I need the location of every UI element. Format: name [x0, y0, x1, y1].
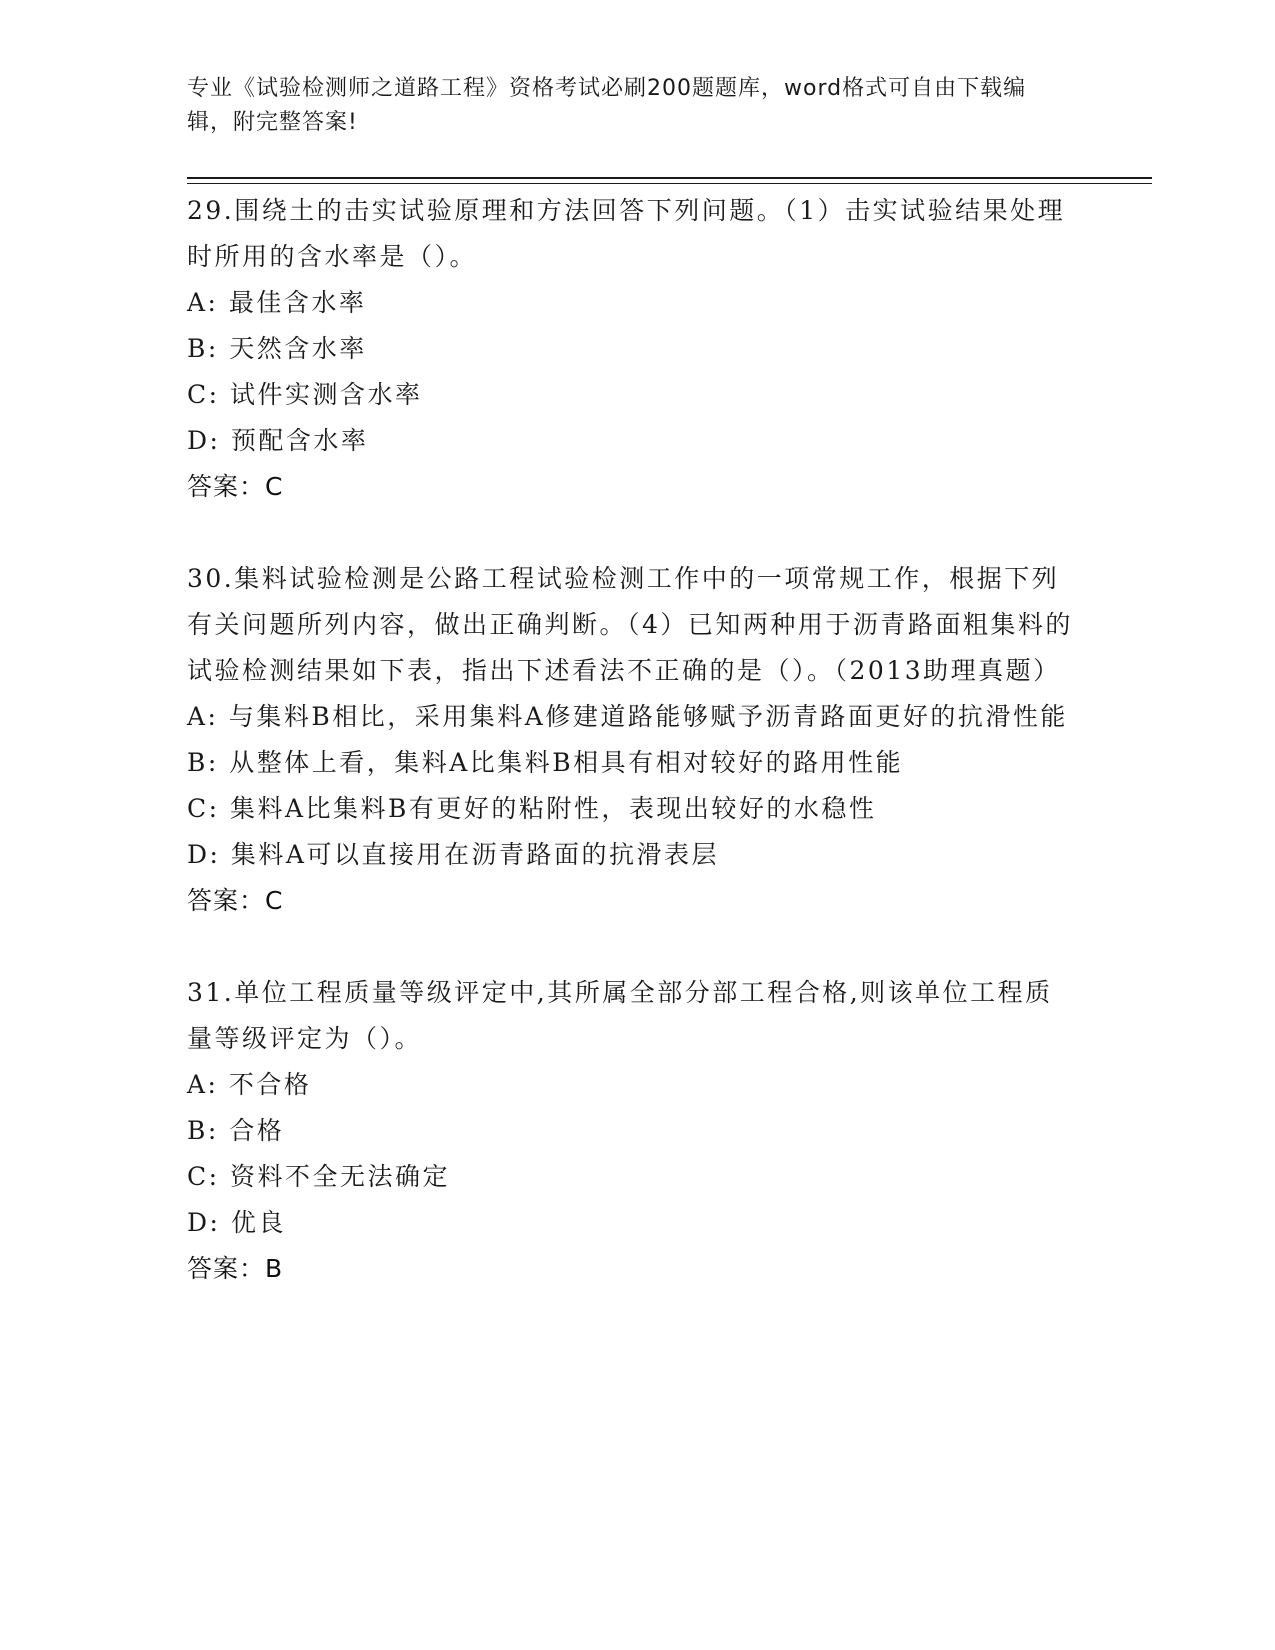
question-spacer: [187, 510, 1077, 556]
question-stem: 30.集料试验检测是公路工程试验检测工作中的一项常规工作，根据下列有关问题所列内容，做出正确判断。（4）已知两种用于沥青路面粗集料的试验检测结果如下表，指出下述看法不正确的是（）。（2013助理真题）: [187, 564, 1073, 685]
document-header: 专业《试验检测师之道路工程》资格考试必刷200题题库，word格式可自由下载编辑，附完整答案!: [187, 76, 1027, 135]
question-stem: 29.围绕土的击实试验原理和方法回答下列问题。（1）击实试验结果处理时所用的含水率是（）。: [187, 196, 1066, 271]
question-29: [187, 188, 1077, 510]
option-b: B: 合格: [187, 1116, 285, 1145]
question-spacer: [187, 924, 1077, 970]
option-c: C: 集料A比集料B有更好的粘附性，表现出较好的水稳性: [187, 794, 877, 823]
option-d: D: 集料A可以直接用在沥青路面的抗滑表层: [187, 840, 719, 869]
option-b: B: 天然含水率: [187, 334, 367, 363]
option-a: A: 与集料B相比，采用集料A修建道路能够赋予沥青路面更好的抗滑性能: [187, 702, 1068, 731]
option-c: C: 资料不全无法确定: [187, 1162, 450, 1191]
option-a: A: 不合格: [187, 1070, 312, 1099]
option-a: A: 最佳含水率: [187, 288, 367, 317]
question-list: [187, 188, 1077, 1292]
header-divider-thin: [187, 183, 1152, 184]
question-stem: 31.单位工程质量等级评定中,其所属全部分部工程合格,则该单位工程质量等级评定为（）。: [187, 978, 1053, 1053]
option-d: D: 优良: [187, 1208, 286, 1237]
header-divider-thick: [187, 177, 1152, 179]
answer-line: 答案：C: [187, 886, 284, 915]
answer-line: 答案：B: [187, 1254, 284, 1283]
question-30: [187, 556, 1077, 924]
option-b: B: 从整体上看，集料A比集料B相具有相对较好的路用性能: [187, 748, 904, 777]
question-31: [187, 970, 1077, 1292]
option-d: D: 预配含水率: [187, 426, 369, 455]
answer-line: 答案：C: [187, 472, 284, 501]
option-c: C: 试件实测含水率: [187, 380, 423, 409]
